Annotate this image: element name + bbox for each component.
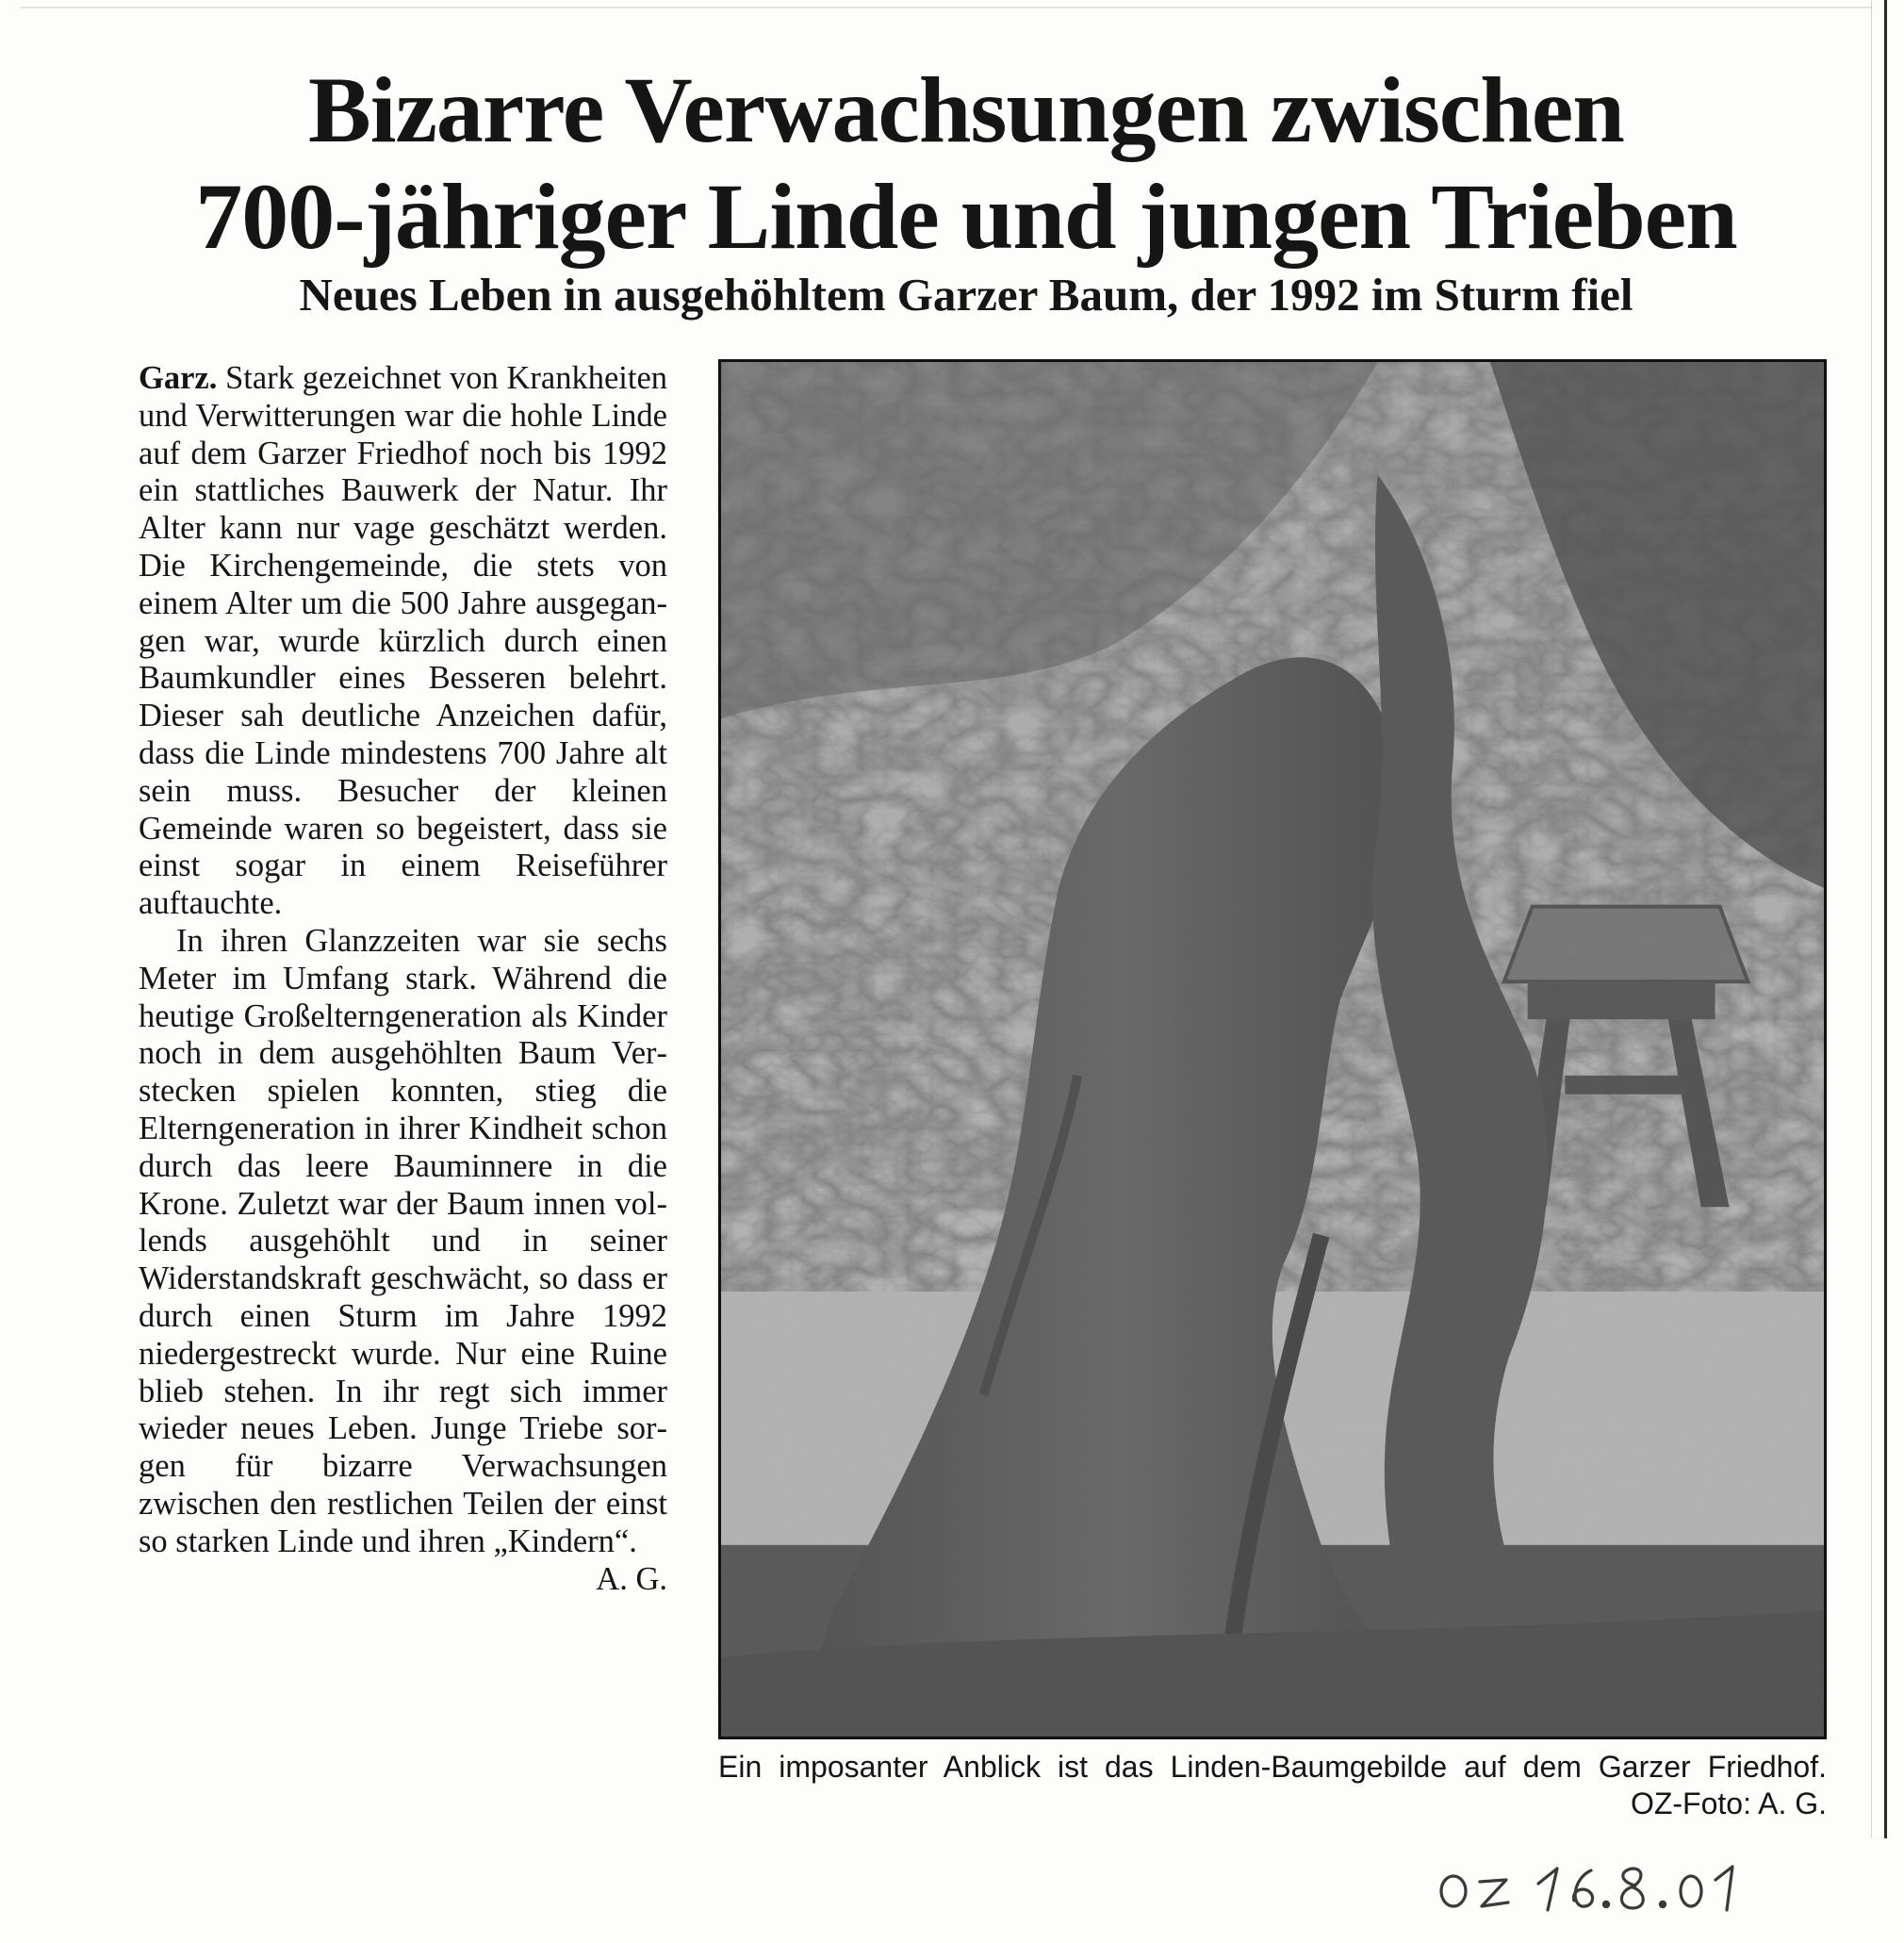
byline: A. G. — [596, 1560, 667, 1597]
headline-line-2: 700-jähriger Linde und jungen Trieben — [195, 164, 1737, 269]
dateline: Garz. — [139, 360, 218, 396]
linden-tree-photo — [718, 359, 1827, 1739]
clipping-right-edge — [1884, 0, 1887, 1838]
headline — [75, 57, 1857, 270]
photo-illustration — [721, 362, 1824, 1737]
clipping-top-edge — [21, 7, 1873, 8]
article-paragraph-2 — [139, 922, 667, 1597]
subheadline: Neues Leben in ausgehöhltem Garzer Baum, der 1992 im Sturm fiel — [299, 269, 1633, 321]
photo-credit: OZ-Foto: A. G. — [1630, 1787, 1827, 1820]
handwritten-date-note — [1433, 1855, 1744, 1921]
headline-line-1: Bizarre Verwachsungen zwischen — [308, 58, 1624, 162]
article-paragraph-1 — [139, 360, 667, 923]
paragraph-2-text: In ihren Glanzzeiten war sie sechs Meter im Umfang stark. Während die heutige Großelterngeneration als Kinder noch in dem ausgehöhlten Baum Verstecken spielen konnten, stieg die Elterngeneration in ihrer Kindheit schon durch das leere Bauminnere in die Krone. Zuletzt war der Baum innen vollends ausgehöhlt und in seiner Widerstandskraft geschwächt, so dass er durch einen Sturm im Jahre 1992 niedergestreckt wurde. Nur eine Ruine blieb stehen. In ihr regt sich immer wieder neues Leben. Junge Triebe sorgen für bizarre Verwachsungen zwischen den restlichen Teilen der einst so starken Linde und ihren „Kindern“. — [139, 922, 667, 1559]
clipping-inner-edge — [1871, 0, 1872, 1838]
article-body — [139, 360, 667, 1598]
handwritten-note-ink — [1433, 1855, 1744, 1921]
photo-caption: Ein imposanter Anblick ist das Linden-Baumgebilde auf dem Garzer Friedhof. — [718, 1750, 1827, 1784]
paragraph-1-text: Stark gezeichnet von Krankheiten und Verwitterungen war die hohle Linde auf dem Garzer Friedhof noch bis 1992 ein stattliches Bauwerk der Natur. Ihr Alter kann nur vage geschätzt werden. Die Kirchengemeinde, die stets von einem Alter um die 500 Jahre ausgegangen war, wurde kürzlich durch einen Baumkundler eines Besseren belehrt. Dieser sah deutliche Anzeichen dafür, dass die Linde mindestens 700 Jahre alt sein muss. Besucher der kleinen Gemeinde waren so begeistert, dass sie einst sogar in einem Reiseführer auftauchte. — [139, 360, 668, 922]
